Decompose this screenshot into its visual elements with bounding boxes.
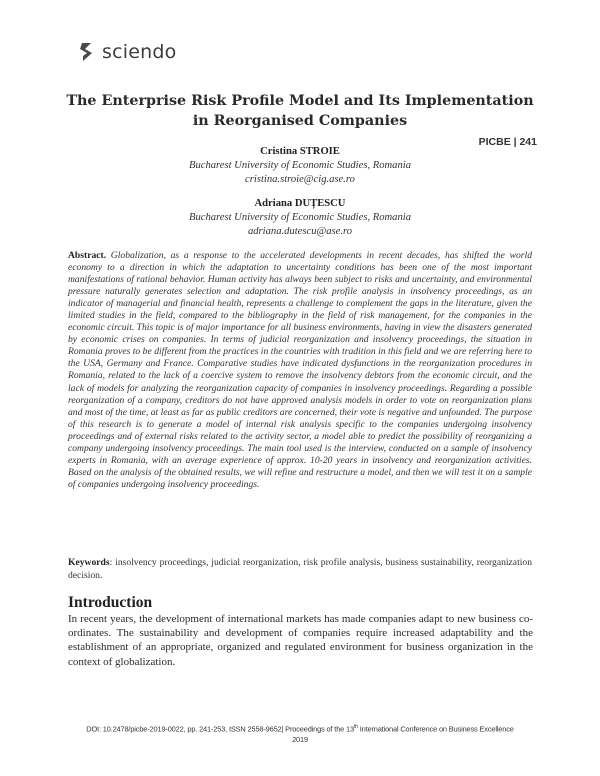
introduction-paragraph: In recent years, the development of international markets has made companies adapt to new business co-ordinates. The sustainability and development of companies require increased adaptability and the establishment of an appropriate, organized and regulated environment for business organization in the context of globalization. xyxy=(68,613,533,668)
author-name: Cristina STROIE xyxy=(260,146,340,157)
author-email[interactable]: cristina.stroie@cig.ase.ro xyxy=(245,174,355,185)
author-name: Adriana DUȚESCU xyxy=(254,198,346,209)
paper-title: The Enterprise Risk Profile Model and Its Implementation in Reorganised Companies xyxy=(66,93,534,129)
author-affiliation: Bucharest University of Economic Studies, Romania xyxy=(188,212,412,223)
abstract-label: Abstract. xyxy=(68,250,107,261)
author-block xyxy=(60,197,540,239)
keywords xyxy=(68,557,532,582)
author-email[interactable]: adriana.dutescu@ase.ro xyxy=(247,226,353,237)
publisher-logo-text: sciendo xyxy=(102,41,177,63)
abstract xyxy=(68,250,532,491)
section-heading-introduction: Introduction xyxy=(68,594,153,611)
sciendo-logo-icon xyxy=(76,40,98,64)
page-reference: PICBE | 241 xyxy=(478,136,537,148)
author-block xyxy=(60,145,540,187)
publisher-logo xyxy=(76,40,176,64)
footer-doi-text: DOI: 10.2478/picbe-2019-0022, pp. 241-253, ISSN 2558-9652| Proceedings of the 13 xyxy=(86,724,354,734)
abstract-text: Globalization, as a response to the accelerated developments in recent decades, has shifted the world economy to a direction in which the adaptation to uncertainty conditions has been one of the most important manifestations of rational behavior. Human activity has always been subject to risks and uncertainty, and environmental pressure naturally generates selection and adaptation. The risk profile analysis in insolvency proceedings, as an indicator of managerial and financial health, represents a challenge to complement the gaps in the literature, given the limited studies in the field, compared to the bibliography in the field of risk management, for the companies in the economic circuit. This topic is of major importance for all business environments, having in view the disasters generated by economic crises on companies. In terms of judicial reorganization and insolvency proceedings, the situation in Romania proves to be different from the practices in the countries with tradition in this field and we are referring here to the USA, Germany and France. Comparative studies have indicated dysfunctions in the reorganization procedures in Romania, related to the lack of a coercive system to remove the insolvency debtors from the economic circuit, and the lack of models for analyzing the reorganization capacity of companies in insolvency proceedings. Regarding a possible reorganization of a company, creditors do not have approved analysis models in order to vote on reorganization plans and most of the time, at least as far as public creditors are concerned, their vote is negative and unfounded. The purpose of this research is to generate a model of internal risk analysis specific to the companies undergoing insolvency proceedings and of external risks related to the activity sector, a model able to predict the possibility of reorganizing a company undergoing insolvency proceedings. The main tool used is the interview, conducted on a sample of insolvency experts in Romania, with an average experience of approx. 10-20 years in insolvency and reorganization activities. Based on the analysis of the obtained results, we will refine and restructure a model, and then we will test it on a sample of companies undergoing insolvency proceedings. xyxy=(68,250,532,490)
footer-conference-text: International Conference on Business Excellence 2019 xyxy=(292,724,514,744)
page-footer xyxy=(80,722,520,745)
footer-superscript: th xyxy=(353,724,358,730)
keywords-text: : insolvency proceedings, judicial reorganization, risk profile analysis, business sustainability, reorganization decision. xyxy=(68,557,532,581)
author-affiliation: Bucharest University of Economic Studies, Romania xyxy=(188,160,412,171)
keywords-label: Keywords xyxy=(68,557,110,568)
